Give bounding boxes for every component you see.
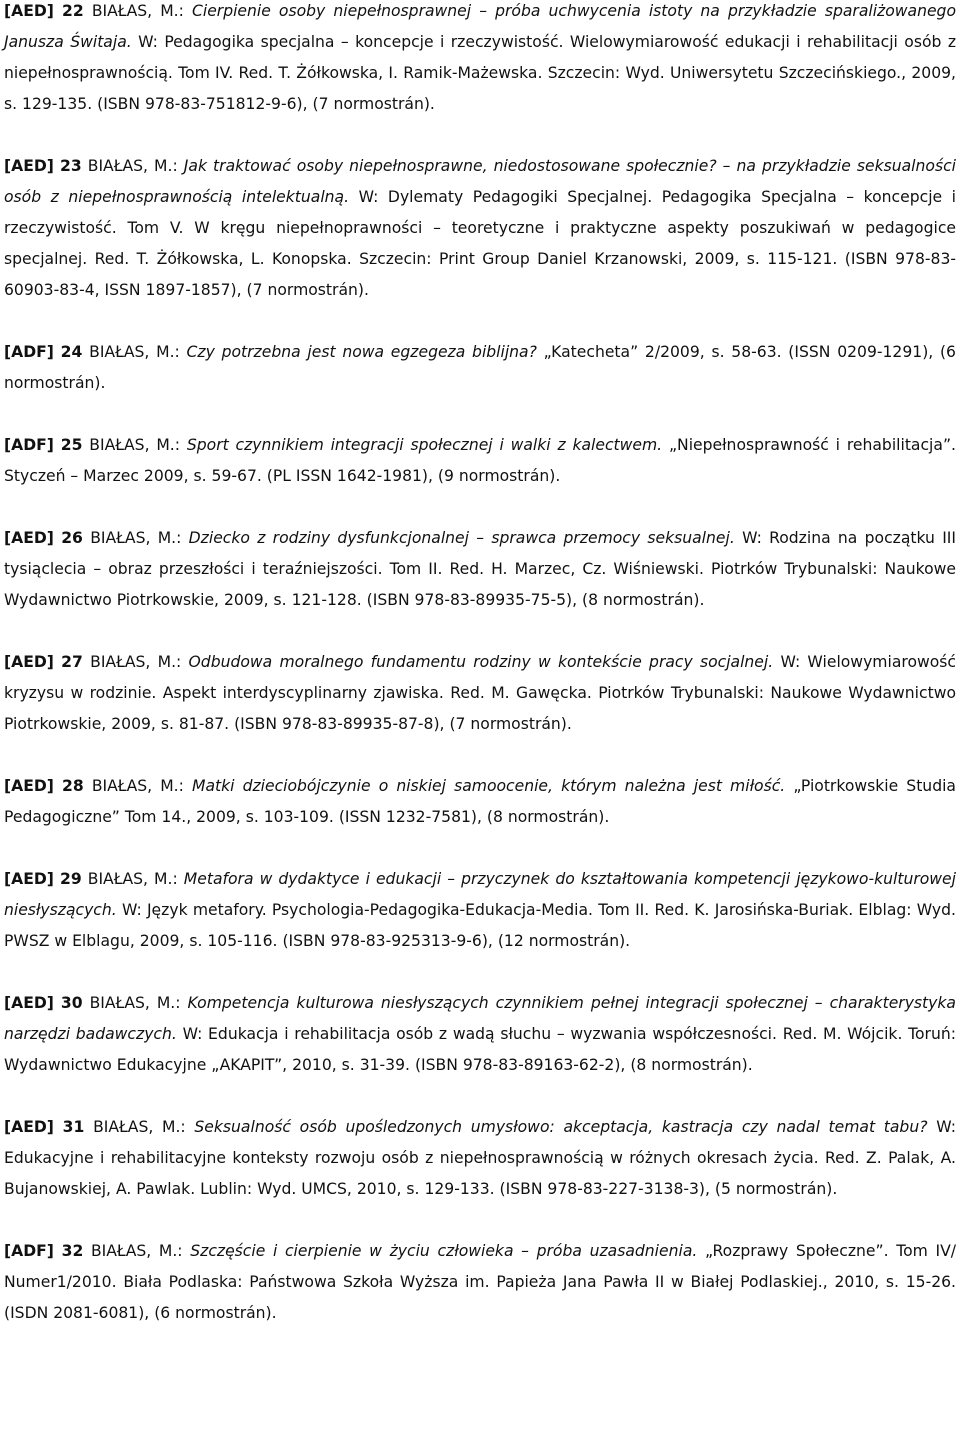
entry-author: BIAŁAS, M.: bbox=[89, 436, 181, 454]
entry-author: BIAŁAS, M.: bbox=[87, 870, 178, 888]
entry-code: [ADF] bbox=[4, 1242, 54, 1260]
bibliography-entry-25 bbox=[4, 430, 956, 492]
entry-number: 27 bbox=[61, 653, 83, 671]
entry-source: W: Język metafory. Psychologia-Pedagogika-Edukacja-Media. Tom II. Red. K. Jarosińska-Buriak. Elblag: Wyd. PWSZ w Elblagu, 2009, s. 105-116. (ISBN 978-83-925313-9-6), (12 normostrán). bbox=[4, 901, 956, 950]
entry-title: Kompetencja kulturowa niesłyszących czynnikiem pełnej integracji społecznej – charakterystyka narzędzi badawczych. bbox=[4, 994, 956, 1043]
bibliography-entry-30 bbox=[4, 988, 956, 1081]
bibliography-entry-31 bbox=[4, 1112, 956, 1205]
entry-number: 28 bbox=[62, 777, 84, 795]
bibliography-entry-29 bbox=[4, 864, 956, 957]
entry-author: BIAŁAS, M.: bbox=[93, 1118, 186, 1136]
entry-title: Seksualność osób upośledzonych umysłowo: akceptacja, kastracja czy nadal temat tabu? bbox=[194, 1118, 928, 1136]
entry-source: „Piotrkowskie Studia Pedagogiczne” Tom 14., 2009, s. 103-109. (ISSN 1232-7581), (8 normostrán). bbox=[4, 777, 956, 826]
entry-title: Matki dzieciobójczynie o niskiej samoocenie, którym należna jest miłość. bbox=[191, 777, 786, 795]
entry-title: Metafora w dydaktyce i edukacji – przyczynek do kształtowania kompetencji językowo-kulturowej niesłyszących. bbox=[4, 870, 956, 919]
entry-number: 26 bbox=[61, 529, 83, 547]
entry-source: W: Edukacja i rehabilitacja osób z wadą słuchu – wyzwania współczesności. Red. M. Wójcik. Toruń: Wydawnictwo Edukacyjne „AKAPIT”, 2010, s. 31-39. (ISBN 978-83-89163-62-2), (8 normostrán). bbox=[4, 1025, 956, 1074]
entry-author: BIAŁAS, M.: bbox=[90, 529, 182, 547]
bibliography-entry-24 bbox=[4, 337, 956, 399]
entry-number: 24 bbox=[60, 343, 83, 361]
entry-code: [ADF] bbox=[4, 436, 54, 454]
bibliography-entry-23 bbox=[4, 151, 956, 306]
entry-number: 29 bbox=[59, 870, 82, 888]
entry-title: Sport czynnikiem integracji społecznej i walki z kalectwem. bbox=[186, 436, 663, 454]
entry-number: 25 bbox=[60, 436, 83, 454]
bibliography-entry-27 bbox=[4, 647, 956, 740]
entry-source: W: Wielowymiarowość kryzysu w rodzinie. Aspekt interdyscyplinarny zjawiska. Red. M. Gawęcka. Piotrków Trybunalski: Naukowe Wydawnictwo Piotrkowskie, 2009, s. 81-87. (ISBN 978-83-89935-87-8), (7 normostrán). bbox=[4, 653, 956, 733]
entry-title: Odbudowa moralnego fundamentu rodziny w kontekście pracy socjalnej. bbox=[188, 653, 774, 671]
entry-author: BIAŁAS, M.: bbox=[87, 157, 178, 175]
entry-source: „Niepełnosprawność i rehabilitacja”. Styczeń – Marzec 2009, s. 59-67. (PL ISSN 1642-1981), (9 normostrán). bbox=[4, 436, 956, 485]
entry-code: [AED] bbox=[4, 2, 54, 20]
entry-source: „Rozprawy Społeczne”. Tom IV/ Numer1/2010. Biała Podlaska: Państwowa Szkoła Wyższa im. Papieża Jana Pawła II w Białej Podlaskiej., 2010, s. 15-26. (ISDN 2081-6081), (6 normostrán). bbox=[4, 1242, 956, 1322]
entry-number: 31 bbox=[62, 1118, 85, 1136]
bibliography-entry-22 bbox=[4, 0, 956, 120]
entry-code: [AED] bbox=[4, 870, 54, 888]
bibliography-entry-32 bbox=[4, 1236, 956, 1329]
entry-author: BIAŁAS, M.: bbox=[91, 2, 184, 20]
entry-author: BIAŁAS, M.: bbox=[90, 1242, 183, 1260]
entry-source: W: Rodzina na początku III tysiąclecia – obraz przeszłości i teraźniejszości. Tom II. Red. H. Marzec, Cz. Wiśniewski. Piotrków Trybunalski: Naukowe Wydawnictwo Piotrkowskie, 2009, s. 121-128. (ISBN 978-83-89935-75-5), (8 normostrán). bbox=[4, 529, 956, 609]
entry-source: W: Edukacyjne i rehabilitacyjne konteksty rozwoju osób z niepełnosprawnością w różnych okresach życia. Red. Z. Palak, A. Bujanowskiej, A. Pawlak. Lublin: Wyd. UMCS, 2010, s. 129-133. (ISBN 978-83-227-3138-3), (5 normostrán). bbox=[4, 1118, 956, 1198]
entry-title: Dziecko z rodziny dysfunkcjonalnej – sprawca przemocy seksualnej. bbox=[188, 529, 735, 547]
entry-source: W: Dylematy Pedagogiki Specjalnej. Pedagogika Specjalna – koncepcje i rzeczywistość. Tom V. W kręgu niepełnoprawności – teoretyczne i praktyczne aspekty poszukiwań w pedagogice specjalnej. Red. T. Żółkowska, L. Konopska. Szczecin: Print Group Daniel Krzanowski, 2009, s. 115-121. (ISBN 978-83-60903-83-4, ISSN 1897-1857), (7 normostrán). bbox=[4, 188, 956, 299]
entry-title: Szczęście i cierpienie w życiu człowieka – próba uzasadnienia. bbox=[190, 1242, 698, 1260]
entry-title: Czy potrzebna jest nowa egzegeza biblijna? bbox=[186, 343, 537, 361]
entry-number: 32 bbox=[61, 1242, 84, 1260]
entry-title: Jak traktować osoby niepełnosprawne, niedostosowane społecznie? – na przykładzie seksualności osób z niepełnosprawnością intelektualną. bbox=[4, 157, 956, 206]
entry-code: [AED] bbox=[4, 994, 54, 1012]
entry-author: BIAŁAS, M.: bbox=[90, 653, 182, 671]
entry-source: „Katecheta” 2/2009, s. 58-63. (ISSN 0209-1291), (6 normostrán). bbox=[4, 343, 956, 392]
entry-author: BIAŁAS, M.: bbox=[89, 343, 180, 361]
entry-code: [ADF] bbox=[4, 343, 54, 361]
entry-author: BIAŁAS, M.: bbox=[89, 994, 181, 1012]
bibliography-entry-28 bbox=[4, 771, 956, 833]
entry-title: Cierpienie osoby niepełnosprawnej – próba uchwycenia istoty na przykładzie sparaliżowanego Janusza Świtaja. bbox=[4, 2, 956, 51]
entry-number: 30 bbox=[60, 994, 83, 1012]
entry-number: 23 bbox=[59, 157, 82, 175]
entry-code: [AED] bbox=[4, 653, 54, 671]
entry-code: [AED] bbox=[4, 777, 54, 795]
entry-author: BIAŁAS, M.: bbox=[91, 777, 184, 795]
entry-number: 22 bbox=[62, 2, 84, 20]
entry-source: W: Pedagogika specjalna – koncepcje i rzeczywistość. Wielowymiarowość edukacji i rehabilitacji osób z niepełnosprawnością. Tom IV. Red. T. Żółkowska, I. Ramik-Mażewska. Szczecin: Wyd. Uniwersytetu Szczecińskiego., 2009, s. 129-135. (ISBN 978-83-751812-9-6), (7 normostrán). bbox=[4, 33, 956, 113]
entry-code: [AED] bbox=[4, 1118, 54, 1136]
bibliography-entry-26 bbox=[4, 523, 956, 616]
entry-code: [AED] bbox=[4, 157, 54, 175]
entry-code: [AED] bbox=[4, 529, 54, 547]
